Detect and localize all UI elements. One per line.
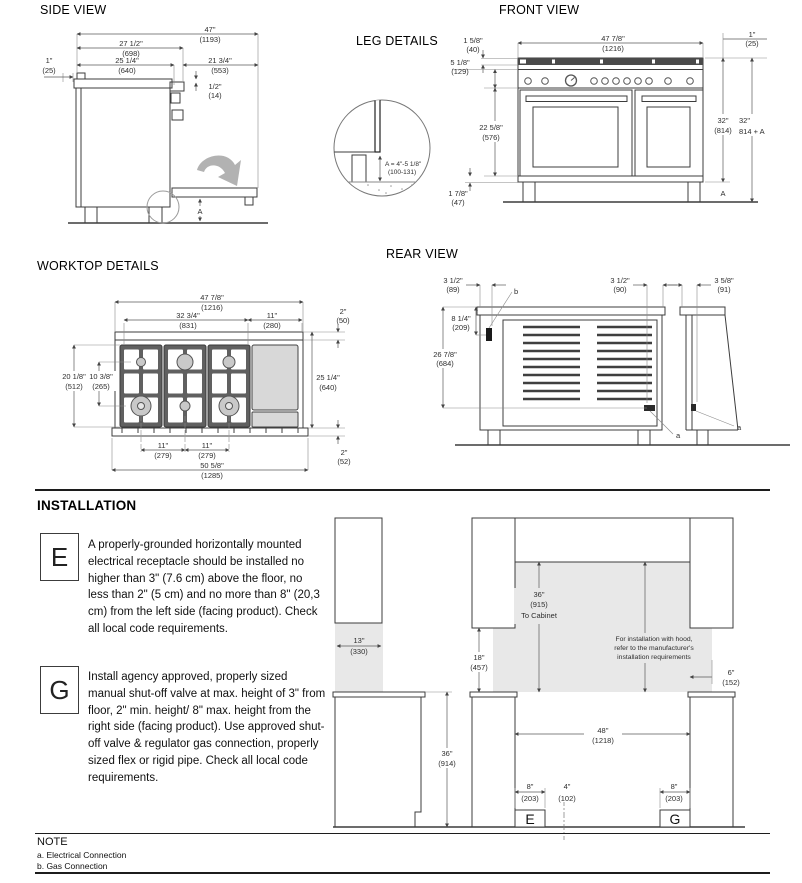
gas-instructions: Install agency approved, properly sized manual shut-off valve at max. height of 3" from floor, 2" min. height/ 8" max. height from the right side (facing product). Use approved shut-off valve & regulator gas connection, properly sized flex or rigid pipe. Check all local code requirements.: [88, 671, 326, 784]
dim-label: 21 3/4": [208, 56, 232, 65]
dim-label: 18": [473, 653, 485, 662]
dim-label: (40): [466, 45, 480, 54]
oven-door-left: [520, 90, 632, 176]
dim-label: 50 5/8": [200, 461, 224, 470]
dim-label: (14): [208, 91, 222, 100]
lower-cabinet-left: [472, 697, 515, 827]
dim-label: (279): [198, 451, 216, 460]
side-view-drawing: [42, 25, 268, 223]
dim-label: (102): [558, 794, 576, 803]
g-key-letter: G: [49, 674, 70, 705]
note-item-b: b. Gas Connection: [37, 861, 108, 871]
door-swing-arrow-icon: [197, 156, 241, 186]
dim-label: 814 + A: [739, 127, 765, 136]
dim-label: (457): [470, 663, 488, 672]
section-divider: [35, 489, 770, 491]
dim-label: 27 1/2": [119, 39, 143, 48]
dim-label: 48'': [597, 726, 609, 735]
rear-leg: [488, 430, 500, 445]
rear-body: [480, 315, 662, 430]
dim-label: A = 4"-5 1/8": [385, 161, 422, 168]
dim-label: 1/2": [208, 82, 222, 91]
dim-label: (265): [92, 382, 110, 391]
dim-label: (203): [665, 794, 683, 803]
dim-label: (91): [717, 285, 731, 294]
dim-label: (47): [451, 198, 465, 207]
dim-label: (512): [65, 382, 83, 391]
vent-slats: [523, 327, 652, 399]
front-leg: [523, 182, 535, 202]
oven-door-right: [635, 90, 703, 176]
dim-label: (1216): [602, 44, 624, 53]
dim-label: (90): [613, 285, 627, 294]
dim-label: A: [720, 189, 726, 198]
oven-window-left: [533, 107, 618, 167]
dim-label: 20 1/8": [62, 372, 86, 381]
adjustable-leg: [352, 155, 366, 182]
dim-label: (1285): [201, 471, 223, 480]
soffit: [515, 518, 690, 562]
rear-leg: [638, 430, 650, 445]
dim-label: 32": [717, 116, 729, 125]
dim-label: 11": [157, 441, 169, 450]
oven-window-right: [647, 107, 690, 167]
dim-label: (1193): [199, 35, 221, 44]
side-leg: [85, 207, 97, 223]
side-view-title: SIDE VIEW: [40, 3, 107, 17]
worktop-drawing: [56, 293, 351, 480]
dim-label: 5 1/8": [450, 58, 470, 67]
dim-label: (280): [263, 321, 281, 330]
dim-label: (203): [521, 794, 539, 803]
rear-side-profile: [680, 307, 742, 445]
leg-details-title: LEG DETAILS: [356, 34, 438, 48]
dim-label: b: [514, 287, 519, 296]
installation-diagram: [333, 518, 745, 840]
dim-label: 3 1/2": [610, 276, 630, 285]
dim-label: 47 7/8": [601, 34, 625, 43]
dim-label: (1216): [201, 303, 223, 312]
e-key-box: [40, 533, 79, 581]
rear-view-title: REAR VIEW: [386, 247, 458, 261]
dim-label: 47 7/8": [200, 293, 224, 302]
dim-label: (814): [714, 126, 732, 135]
dim-label: 11": [201, 441, 213, 450]
oven-handle-right: [642, 96, 696, 102]
dim-label: a: [676, 431, 681, 440]
upper-cabinet-right: [690, 518, 733, 628]
dim-label: (684): [436, 359, 454, 368]
dim-label: (25): [42, 66, 56, 75]
oven-handle-left: [526, 96, 627, 102]
dim-label: 3 5/8": [714, 276, 734, 285]
gas-connection-marker: [486, 328, 492, 341]
lower-cabinet-right: [690, 697, 733, 827]
dim-label: (698): [122, 49, 140, 58]
dim-label: 4": [563, 782, 571, 791]
dim-label: (1218): [592, 736, 614, 745]
dim-label: 6": [727, 668, 735, 677]
hood-note: installation requirements: [617, 654, 691, 661]
control-knobs: [525, 75, 694, 86]
rear-view-drawing: [426, 276, 790, 445]
dim-label: 32 3/4": [176, 311, 200, 320]
dim-label: (831): [179, 321, 197, 330]
dim-label: 25 1/4": [316, 373, 340, 382]
clearance-zone: [493, 562, 712, 692]
dim-label: 1": [45, 56, 53, 65]
g-zone-label: G: [669, 811, 681, 827]
dim-label: (129): [451, 67, 469, 76]
worktop-details-title: WORKTOP DETAILS: [37, 259, 159, 273]
dim-label: (576): [482, 133, 500, 142]
bottom-rule: [35, 872, 770, 874]
dim-label: (209): [452, 323, 470, 332]
dim-label: 8": [526, 782, 534, 791]
dim-label: 10 3/8": [89, 372, 113, 381]
front-body: [518, 58, 703, 182]
leg-details-drawing: [334, 96, 430, 196]
dim-label: (914): [438, 759, 456, 768]
dim-label: a: [737, 423, 742, 432]
dim-label: (553): [211, 66, 229, 75]
dim-label: 32": [739, 116, 751, 125]
note-item-a: a. Electrical Connection: [37, 850, 127, 860]
burner-grates: [120, 345, 250, 427]
dim-label: (640): [118, 66, 136, 75]
burner-grate-strip: [518, 58, 703, 65]
dim-label: 8 1/4": [451, 314, 471, 323]
dim-label: (152): [722, 678, 740, 687]
hood-note: refer to the manufacturer's: [614, 645, 694, 652]
dim-label: To Cabinet: [521, 611, 557, 620]
note-title: NOTE: [37, 836, 68, 848]
front-view-drawing: [448, 30, 770, 207]
dim-label: (89): [446, 285, 460, 294]
dim-label: 1 7/8": [448, 189, 468, 198]
dim-label: (279): [154, 451, 172, 460]
dim-label: 36": [533, 590, 545, 599]
e-key-letter: E: [50, 541, 69, 572]
clearance-zone: [335, 623, 383, 692]
front-view-title: FRONT VIEW: [499, 3, 580, 17]
e-zone-label: E: [525, 811, 535, 827]
dim-label: 22 5/8": [479, 123, 503, 132]
electrical-connection-marker: [691, 404, 696, 411]
dim-label: 36": [441, 749, 453, 758]
dim-label: (915): [530, 600, 548, 609]
hood-note: For installation with hood,: [615, 636, 693, 643]
dim-label: 26 7/8": [433, 350, 457, 359]
upper-cabinet: [335, 518, 382, 623]
dim-label: 2": [340, 448, 348, 457]
lower-cabinet: [335, 697, 421, 827]
electrical-instructions: A properly-grounded horizontally mounted electrical receptacle should be installed no higher than 3" (7.6 cm) above the floor, no less than 2" (5 cm) and no more than 8" (20,3 cm) from the left side (facing product). Check all local code requirements.: [88, 539, 320, 635]
dim-label: (100-131): [388, 169, 417, 176]
dim-label: 13": [353, 636, 365, 645]
dim-label: 47": [204, 25, 216, 34]
griddle: [252, 345, 298, 410]
side-body: [76, 88, 170, 207]
dim-label: 1": [748, 30, 756, 39]
dim-label: 25 1/4": [115, 56, 139, 65]
dim-label: 1 5/8": [463, 36, 483, 45]
dim-label: A: [197, 207, 203, 216]
front-leg: [688, 182, 700, 202]
dim-label: (25): [745, 39, 759, 48]
dim-label: 2": [339, 307, 347, 316]
dim-label: 11": [266, 311, 278, 320]
side-worktop: [74, 79, 172, 88]
note-divider: [35, 833, 770, 834]
g-key-box: [40, 666, 79, 714]
upper-cabinet-left: [472, 518, 515, 628]
dim-label: (330): [350, 647, 368, 656]
dim-label: (50): [336, 316, 350, 325]
installation-title: INSTALLATION: [37, 498, 137, 513]
dim-label: 8": [670, 782, 678, 791]
front-rail: [112, 428, 308, 436]
dim-label: 3 1/2": [443, 276, 463, 285]
open-door: [172, 188, 257, 197]
dim-label: (52): [337, 457, 351, 466]
dim-label: (640): [319, 383, 337, 392]
